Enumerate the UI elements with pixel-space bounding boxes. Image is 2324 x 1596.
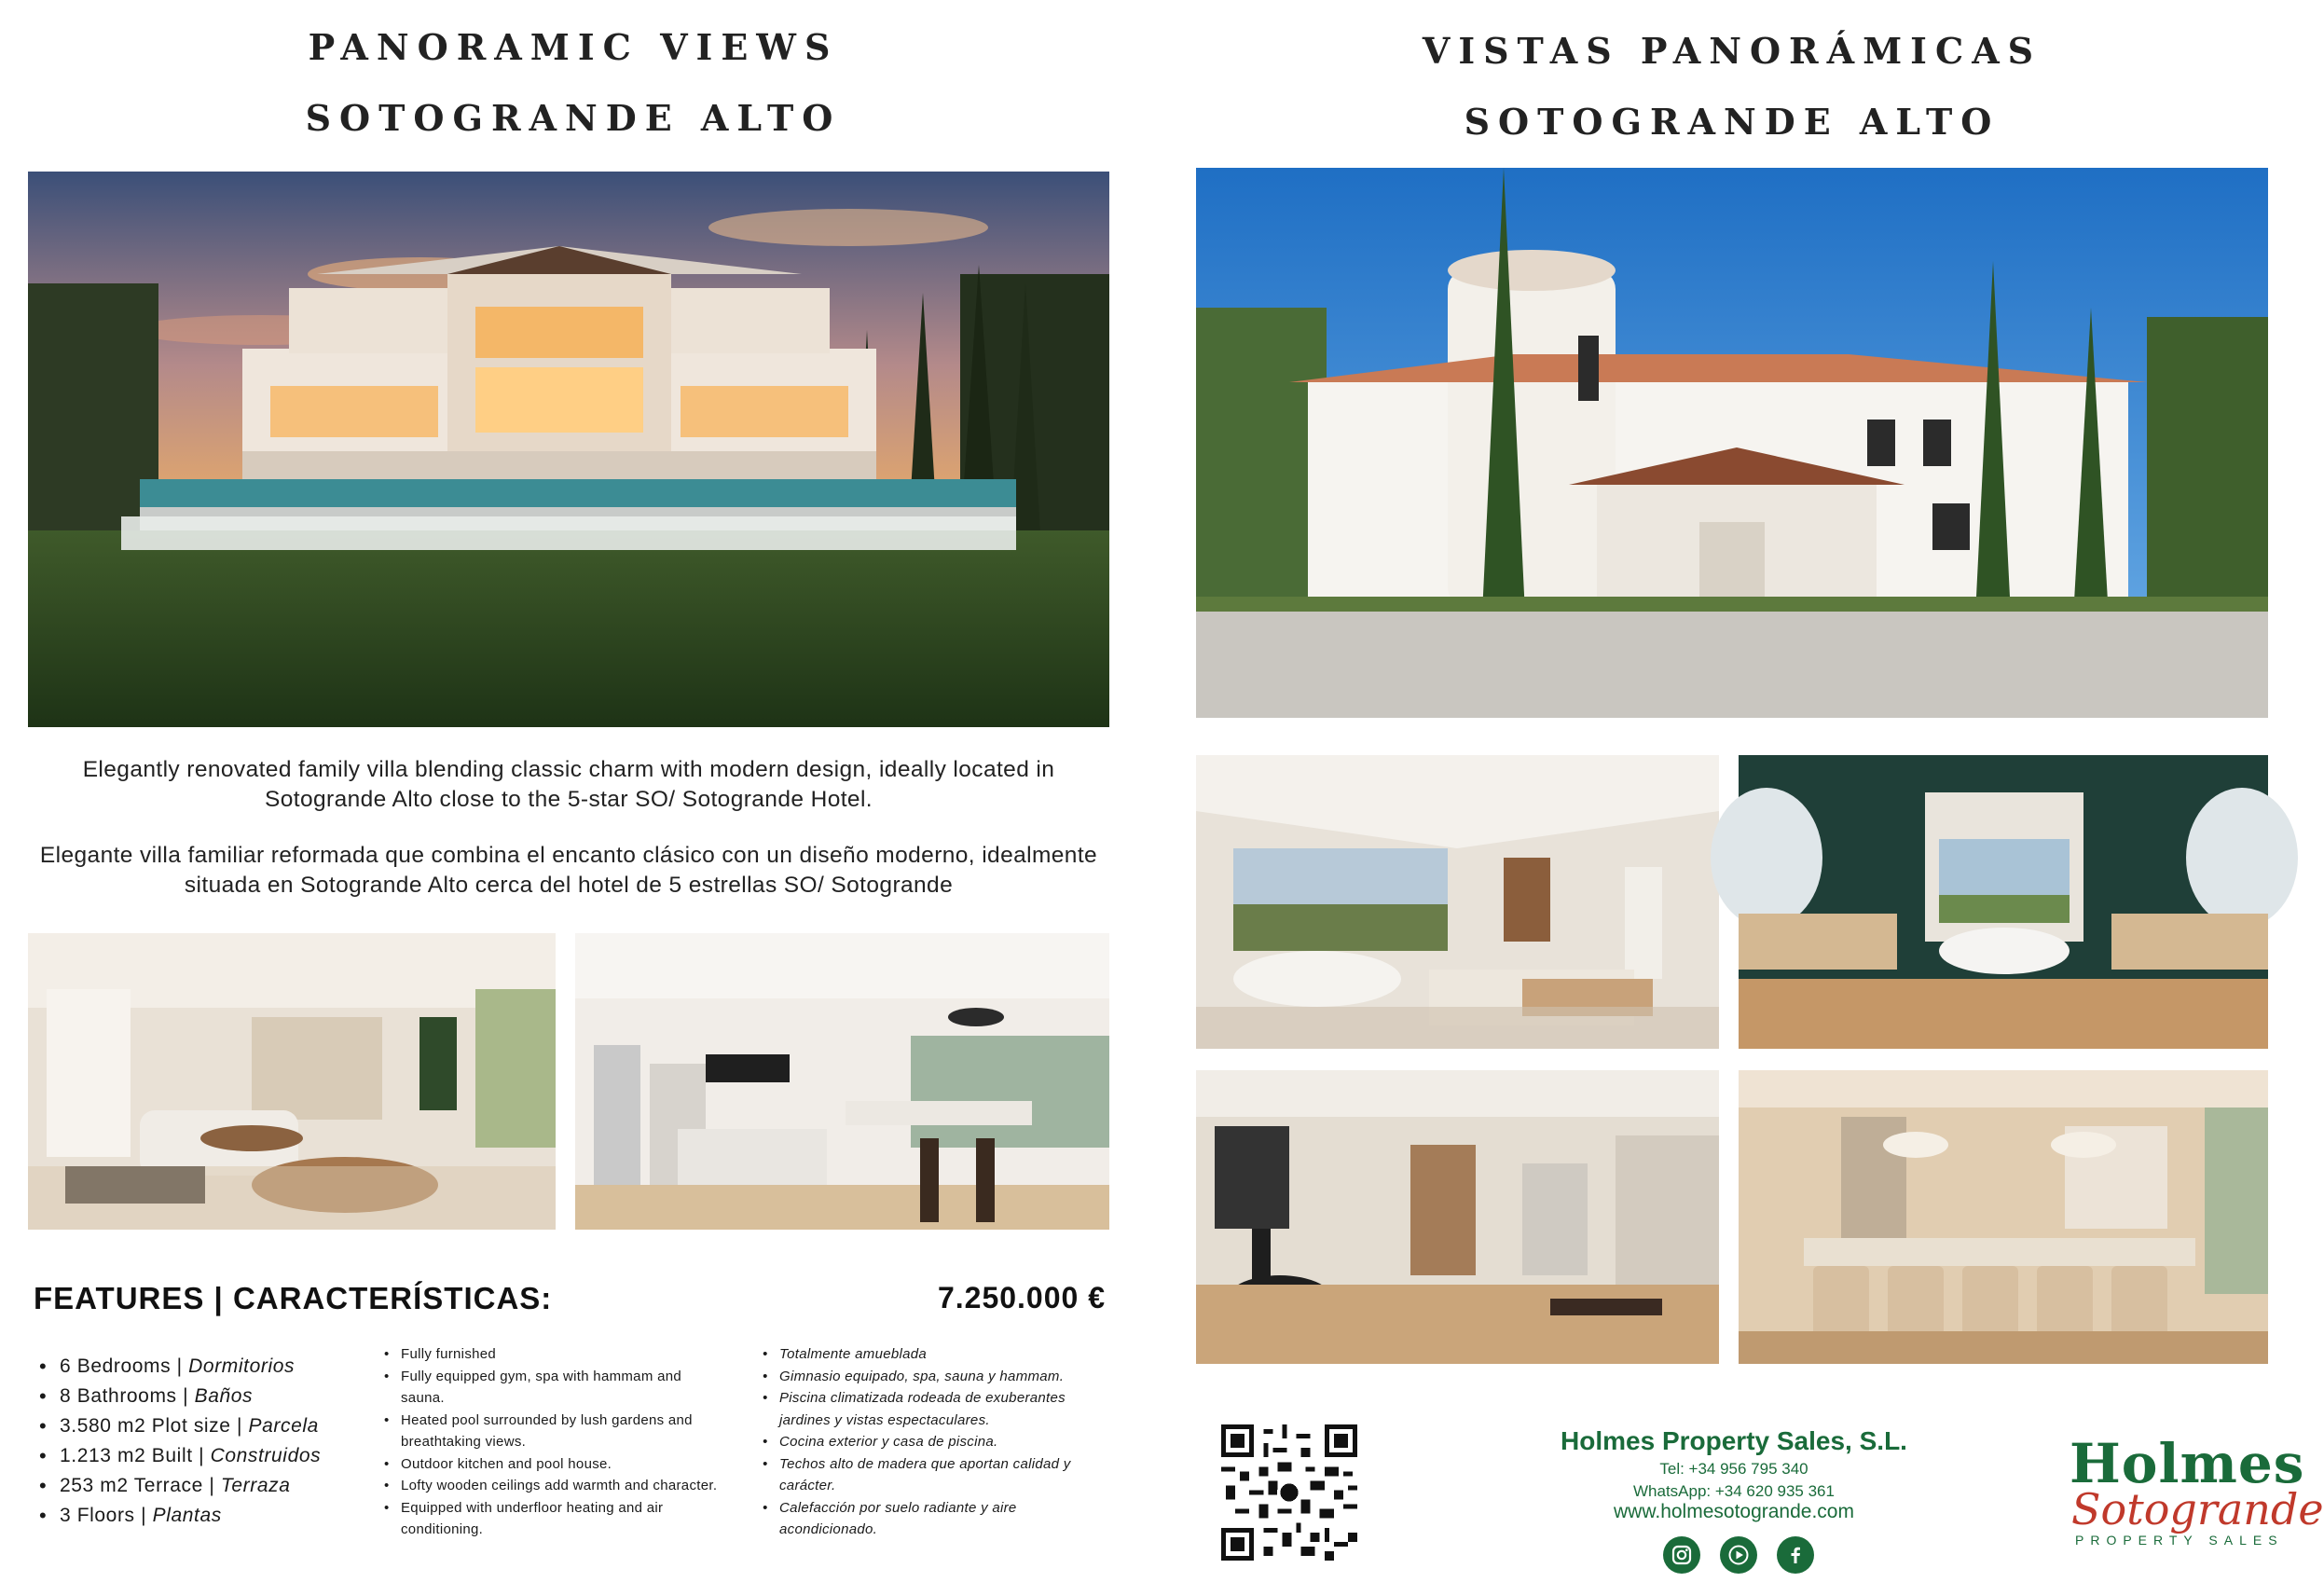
feature-item: • Fully furnished [380,1343,725,1366]
living-room-photo [28,933,556,1230]
villa-facade-photo [1196,168,2268,718]
right-heading-line1: VISTAS PANORÁMICAS [1422,30,2042,72]
kitchen-photo [575,933,1109,1230]
feature-item: • Gimnasio equipado, spa, sauna y hammam. [759,1366,1109,1388]
spec-item: • 253 m2 Terrace | Terraza [34,1471,321,1501]
description-english: Elegantly renovated family villa blending classic charm with modern design, ideally located in Sotogrande Alto close to the 5-star SO/ Sotogrande Hotel. [82,757,1055,812]
price: 7.250.000 € [937,1281,1106,1314]
spec-list [34,1352,321,1531]
left-heading-line2: SOTOGRANDE ALTO [305,97,842,139]
feature-item: • Equipped with underfloor heating and air conditioning. [380,1497,725,1541]
features-list-spanish [759,1343,1109,1541]
youtube-icon[interactable] [1720,1536,1757,1574]
logo-holmes-text: Holmes [2070,1432,2305,1495]
bathroom-photo [1739,755,2268,1049]
gym-photo [1196,1070,1719,1364]
instagram-icon[interactable] [1663,1536,1700,1574]
spec-item: • 3 Floors | Plantas [34,1501,321,1531]
logo-property-sales-text: PROPERTY SALES [2075,1533,2284,1548]
spec-item: • 6 Bedrooms | Dormitorios [34,1352,321,1382]
feature-item: • Techos alto de madera que aportan calidad y carácter. [759,1453,1109,1497]
left-heading-line1: PANORAMIC VIEWS [308,26,839,68]
spec-item: • 1.213 m2 Built | Construidos [34,1441,321,1471]
feature-item: • Cocina exterior y casa de piscina. [759,1431,1109,1453]
description-spanish: Elegante villa familiar reformada que combina el encanto clásico con un diseño moderno, idealmente situada en Sotogrande Alto cerca del hotel de 5 estrellas SO/ Sotogrande [39,843,1098,898]
logo-sotogrande-text: Sotogrande [2071,1484,2324,1534]
website-link[interactable]: www.holmesotogrande.com [1614,1501,1854,1522]
qr-code[interactable] [1221,1424,1357,1561]
facebook-icon[interactable] [1777,1536,1814,1574]
feature-item: • Calefacción por suelo radiante y aire acondicionado. [759,1497,1109,1541]
feature-item: • Fully equipped gym, spa with hammam and sauna. [380,1366,725,1410]
whatsapp-number[interactable]: WhatsApp: +34 620 935 361 [1633,1482,1835,1500]
villa-sunset-photo [28,172,1109,727]
features-list-english [380,1343,725,1541]
dining-room-photo [1739,1070,2268,1364]
feature-item: • Heated pool surrounded by lush gardens and breathtaking views. [380,1410,725,1453]
feature-item: • Outdoor kitchen and pool house. [380,1453,725,1476]
spec-item: • 3.580 m2 Plot size | Parcela [34,1411,321,1441]
bedroom-photo [1196,755,1719,1049]
feature-item: • Lofty wooden ceilings add warmth and character. [380,1475,725,1497]
phone-number[interactable]: Tel: +34 956 795 340 [1659,1460,1808,1478]
company-name: Holmes Property Sales, S.L. [1561,1426,1907,1455]
right-heading-line2: SOTOGRANDE ALTO [1464,101,2001,143]
spec-item: • 8 Bathrooms | Baños [34,1382,321,1411]
feature-item: • Totalmente amueblada [759,1343,1109,1366]
features-title: FEATURES | CARACTERÍSTICAS: [34,1281,553,1315]
feature-item: • Piscina climatizada rodeada de exuberantes jardines y vistas espectaculares. [759,1387,1109,1431]
